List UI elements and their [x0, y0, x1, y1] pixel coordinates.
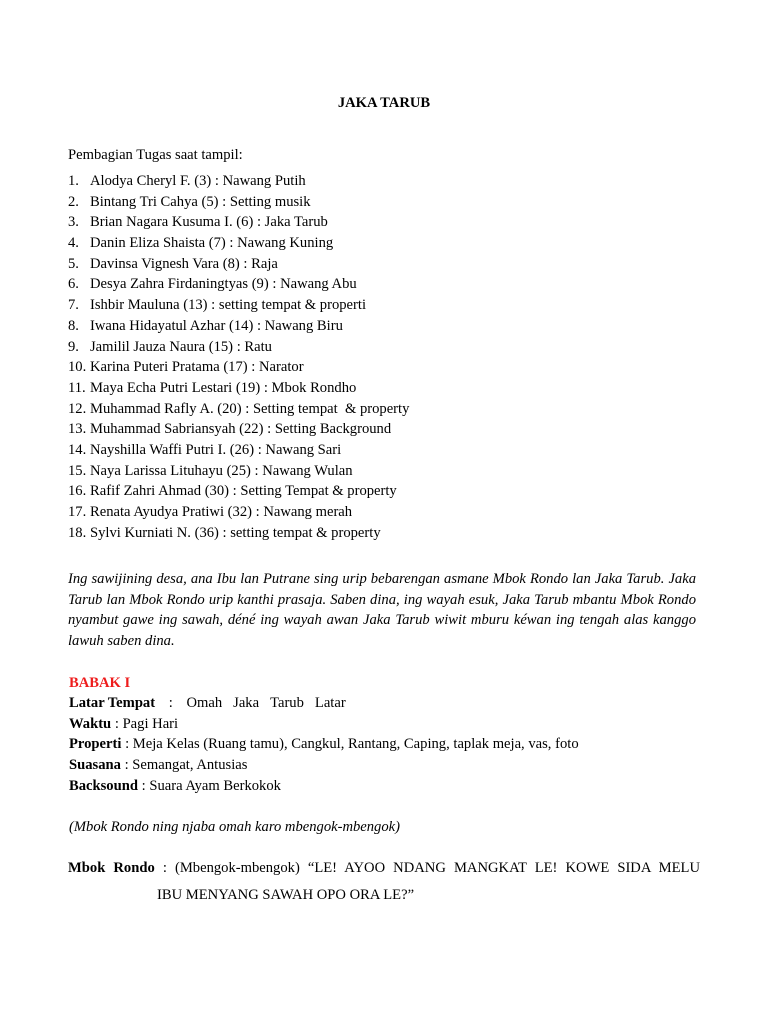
list-item	[68, 255, 409, 276]
list-item	[68, 275, 409, 296]
list-item	[68, 193, 409, 214]
list-item	[68, 503, 409, 524]
list-number: 17.	[68, 504, 87, 520]
list-text: Karina Puteri Pratama (17) : Narator	[90, 359, 304, 376]
separator: :	[168, 695, 173, 711]
list-number: 14.	[68, 441, 87, 458]
setting-word: Jaka	[233, 695, 260, 711]
scene-props-row	[69, 735, 579, 756]
list-text: Nayshilla Waffi Putri I. (26) : Nawang Sari	[90, 441, 342, 458]
list-item	[68, 420, 409, 441]
separator: :	[114, 715, 119, 732]
document-title: JAKA TARUB	[337, 95, 431, 111]
list-item	[68, 524, 409, 545]
list-text: Muhammad Rafly A. (20) : Setting tempat & property	[90, 400, 410, 417]
mood-label: Suasana	[69, 757, 121, 774]
list-item	[68, 172, 409, 193]
mood-value: Semangat, Antusias	[132, 757, 248, 774]
list-item	[68, 379, 409, 400]
list-text: Sylvi Kurniati N. (36) : setting tempat & property	[90, 524, 381, 541]
list-text: Brian Nagara Kusuma I. (6) : Jaka Tarub	[90, 214, 328, 231]
separator: :	[124, 757, 129, 774]
list-text: Maya Echa Putri Lestari (19) : Mbok Rondho	[90, 379, 357, 396]
list-number: 2.	[68, 193, 79, 210]
setting-word: Latar	[314, 695, 346, 711]
setting-value	[186, 695, 345, 711]
list-text: Desya Zahra Firdaningtyas (9) : Nawang Abu	[90, 276, 357, 293]
list-text: Davinsa Vignesh Vara (8) : Raja	[90, 255, 278, 272]
time-value: Pagi Hari	[122, 715, 179, 732]
dialog-continuation: IBU MENYANG SAWAH OPO ORA LE?”	[157, 887, 415, 903]
time-label: Waktu	[69, 715, 112, 732]
setting-word: Omah	[186, 695, 223, 711]
dialog-line	[68, 859, 700, 877]
list-text: Renata Ayudya Pratiwi (32) : Nawang merah	[90, 504, 353, 520]
list-text: Iwana Hidayatul Azhar (14) : Nawang Biru	[90, 317, 343, 334]
list-text: Alodya Cheryl F. (3) : Nawang Putih	[90, 173, 306, 189]
list-number: 4.	[68, 235, 79, 252]
setting-word: Tarub	[270, 695, 304, 711]
speaker-name: Mbok Rondo	[68, 860, 155, 876]
sound-value: Suara Ayam Berkokok	[149, 777, 281, 794]
list-text: Muhammad Sabriansyah (22) : Setting Background	[90, 421, 392, 438]
scene-mood-row	[69, 756, 579, 777]
list-number: 10.	[68, 359, 87, 376]
dialog-text: (Mbengok-mbengok) “LE! AYOO NDANG MANGKAT LE! KOWE SIDA MELU	[174, 860, 700, 876]
list-item	[68, 462, 409, 483]
scene-details	[69, 694, 579, 797]
list-text: Bintang Tri Cahya (5) : Setting musik	[90, 193, 311, 210]
props-label: Properti	[69, 736, 122, 753]
narration-paragraph: Ing sawijining desa, ana Ibu lan Putrane sing urip bebarengan asmane Mbok Rondo lan Jaka Tarub. Jaka Tarub lan Mbok Rondo urip kanthi prasaja. Saben dina, ing wayah esuk, Jaka Tarub mbantu Mbok Rondo nyambut gawe ing sawah, déné ing wayah awan Jaka Tarub wiwit mburu kéwan ing tengah alas kanggo lawuh saben dina.	[68, 571, 696, 649]
list-item	[68, 441, 409, 462]
sound-label: Backsound	[69, 777, 138, 794]
separator: :	[162, 860, 167, 876]
list-number: 9.	[68, 338, 79, 355]
dialog-block	[68, 859, 700, 904]
list-number: 12.	[68, 400, 87, 417]
cast-list-heading: Pembagian Tugas saat tampil:	[68, 147, 243, 163]
scene-setting-row	[69, 694, 579, 715]
list-item	[68, 358, 409, 379]
scene-time-row	[69, 715, 579, 736]
list-number: 13.	[68, 421, 87, 438]
list-number: 11.	[68, 379, 86, 396]
list-number: 7.	[68, 297, 79, 314]
list-number: 8.	[68, 317, 79, 334]
list-item	[68, 296, 409, 317]
list-item	[68, 482, 409, 503]
list-number: 5.	[68, 255, 79, 272]
separator: :	[141, 777, 146, 794]
list-text: Jamilil Jauza Naura (15) : Ratu	[90, 338, 272, 355]
list-number: 3.	[68, 214, 79, 231]
list-item	[68, 234, 409, 255]
list-item	[68, 400, 409, 421]
list-item	[68, 338, 409, 359]
list-number: 6.	[68, 276, 79, 293]
list-number: 16.	[68, 483, 87, 500]
cast-list	[68, 172, 409, 544]
scene-sound-row	[69, 777, 579, 798]
stage-direction: (Mbok Rondo ning njaba omah karo mbengok-mbengok)	[69, 819, 400, 835]
list-text: Ishbir Mauluna (13) : setting tempat & properti	[90, 297, 367, 314]
list-number: 15.	[68, 462, 87, 479]
separator: :	[125, 736, 130, 753]
setting-label: Latar Tempat	[69, 695, 156, 711]
act-heading: BABAK I	[69, 675, 131, 691]
list-text: Danin Eliza Shaista (7) : Nawang Kuning	[90, 235, 334, 252]
list-number: 1.	[68, 173, 79, 189]
props-value: Meja Kelas (Ruang tamu), Cangkul, Rantang, Caping, taplak meja, vas, foto	[132, 736, 579, 753]
list-text: Rafif Zahri Ahmad (30) : Setting Tempat & property	[90, 483, 397, 500]
list-number: 18.	[68, 524, 87, 541]
list-item	[68, 213, 409, 234]
list-item	[68, 317, 409, 338]
list-text: Naya Larissa Lituhayu (25) : Nawang Wulan	[90, 462, 353, 479]
